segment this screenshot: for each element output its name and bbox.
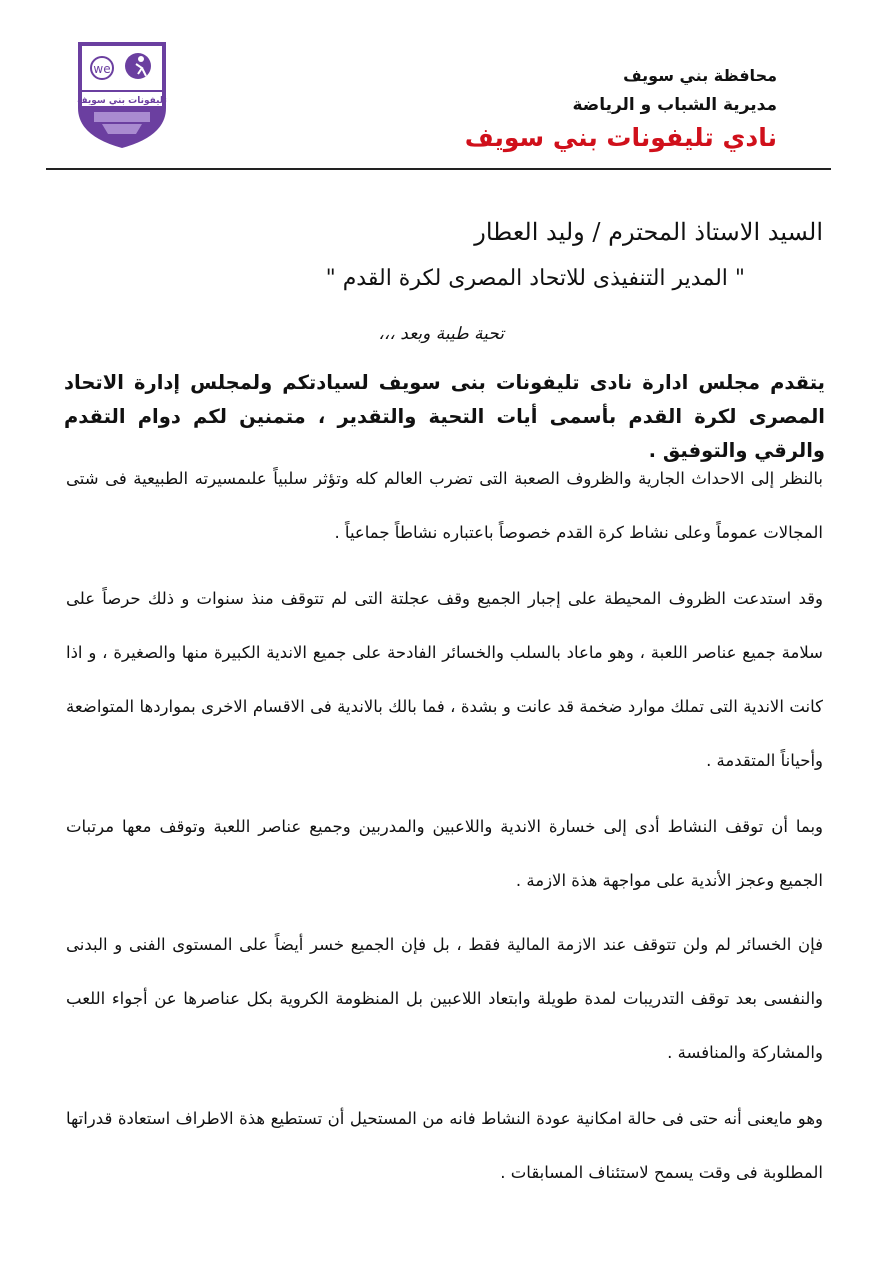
body-paragraph-4: فإن الخسائر لم ولن تتوقف عند الازمة المالية فقط ، بل فإن الجميع خسر أيضاً على المستوى الفنى و البدنى والنفسى بعد توقف التدريبات لمدة طويلة وابتعاد اللاعبين بل المنظومة الكروية بكل عناصرها عن أجواء اللعب والمشاركة والمنافسة .	[66, 935, 823, 1062]
addressee: السيد الاستاذ المحترم / وليد العطار	[474, 218, 823, 246]
addressee-title: " المدير التنفيذى للاتحاد المصرى لكرة القدم "	[325, 266, 745, 291]
body-paragraph-2: وقد استدعت الظروف المحيطة على إجبار الجميع وقف عجلتة التى لم تتوقف منذ سنوات و ذلك حرصاً على سلامة جميع عناصر اللعبة ، وهو ماعاد بالسلب والخسائر الفادحة على جميع الاندية الكبيرة منها والصغيرة ، و اذا كانت الاندية التى تملك موارد ضخمة قد عانت و بشدة ، فما بالك بالاندية فى الاقسام الاخرى بمواردها المتواضعة وأحياناً المتقدمة .	[66, 589, 823, 770]
logo-club-text: تليفونات بني سويف	[77, 96, 167, 106]
header-divider	[46, 168, 831, 170]
body-paragraph-3: وبما أن توقف النشاط أدى إلى خسارة الاندية واللاعبين والمدربين وجميع عناصر اللعبة وتوقف معها مرتبات الجميع وعجز الأندية على مواجهة هذة الازمة .	[66, 817, 823, 890]
directorate-line: مديرية الشباب و الرياضة	[572, 95, 777, 115]
body-paragraph-1: بالنظر إلى الاحداث الجارية والظروف الصعبة التى تضرب العالم كله وتؤثر سلبياً علىمسيرته الطبيعية فى شتى المجالات عموماً وعلى نشاط كرة القدم خصوصاً باعتباره نشاطاً جماعياً .	[66, 469, 823, 542]
letterhead	[465, 62, 777, 156]
body-paragraph-5: وهو مايعنى أنه حتى فى حالة امكانية عودة النشاط فانه من المستحيل أن تستطيع هذة الاطراف استعادة قدراتها المطلوبة فى وقت يسمح لاستئناف المسابقات .	[66, 1109, 823, 1182]
governorate-line: محافظة بني سويف	[623, 66, 777, 85]
club-name-line: نادي تليفونات بني سويف	[464, 123, 777, 152]
logo-brand-text: we	[93, 62, 111, 76]
club-logo	[72, 38, 172, 150]
intro-paragraph: يتقدم مجلس ادارة نادى تليفونات بنى سويف لسيادتكم ولمجلس إدارة الاتحاد المصرى لكرة القدم بأسمى أيات التحية والتقدير ، متمنين لكم دوام التقدم والرقي والتوفيق .	[64, 371, 825, 462]
greeting: تحية طيبة وبعد ،،،	[378, 324, 504, 344]
